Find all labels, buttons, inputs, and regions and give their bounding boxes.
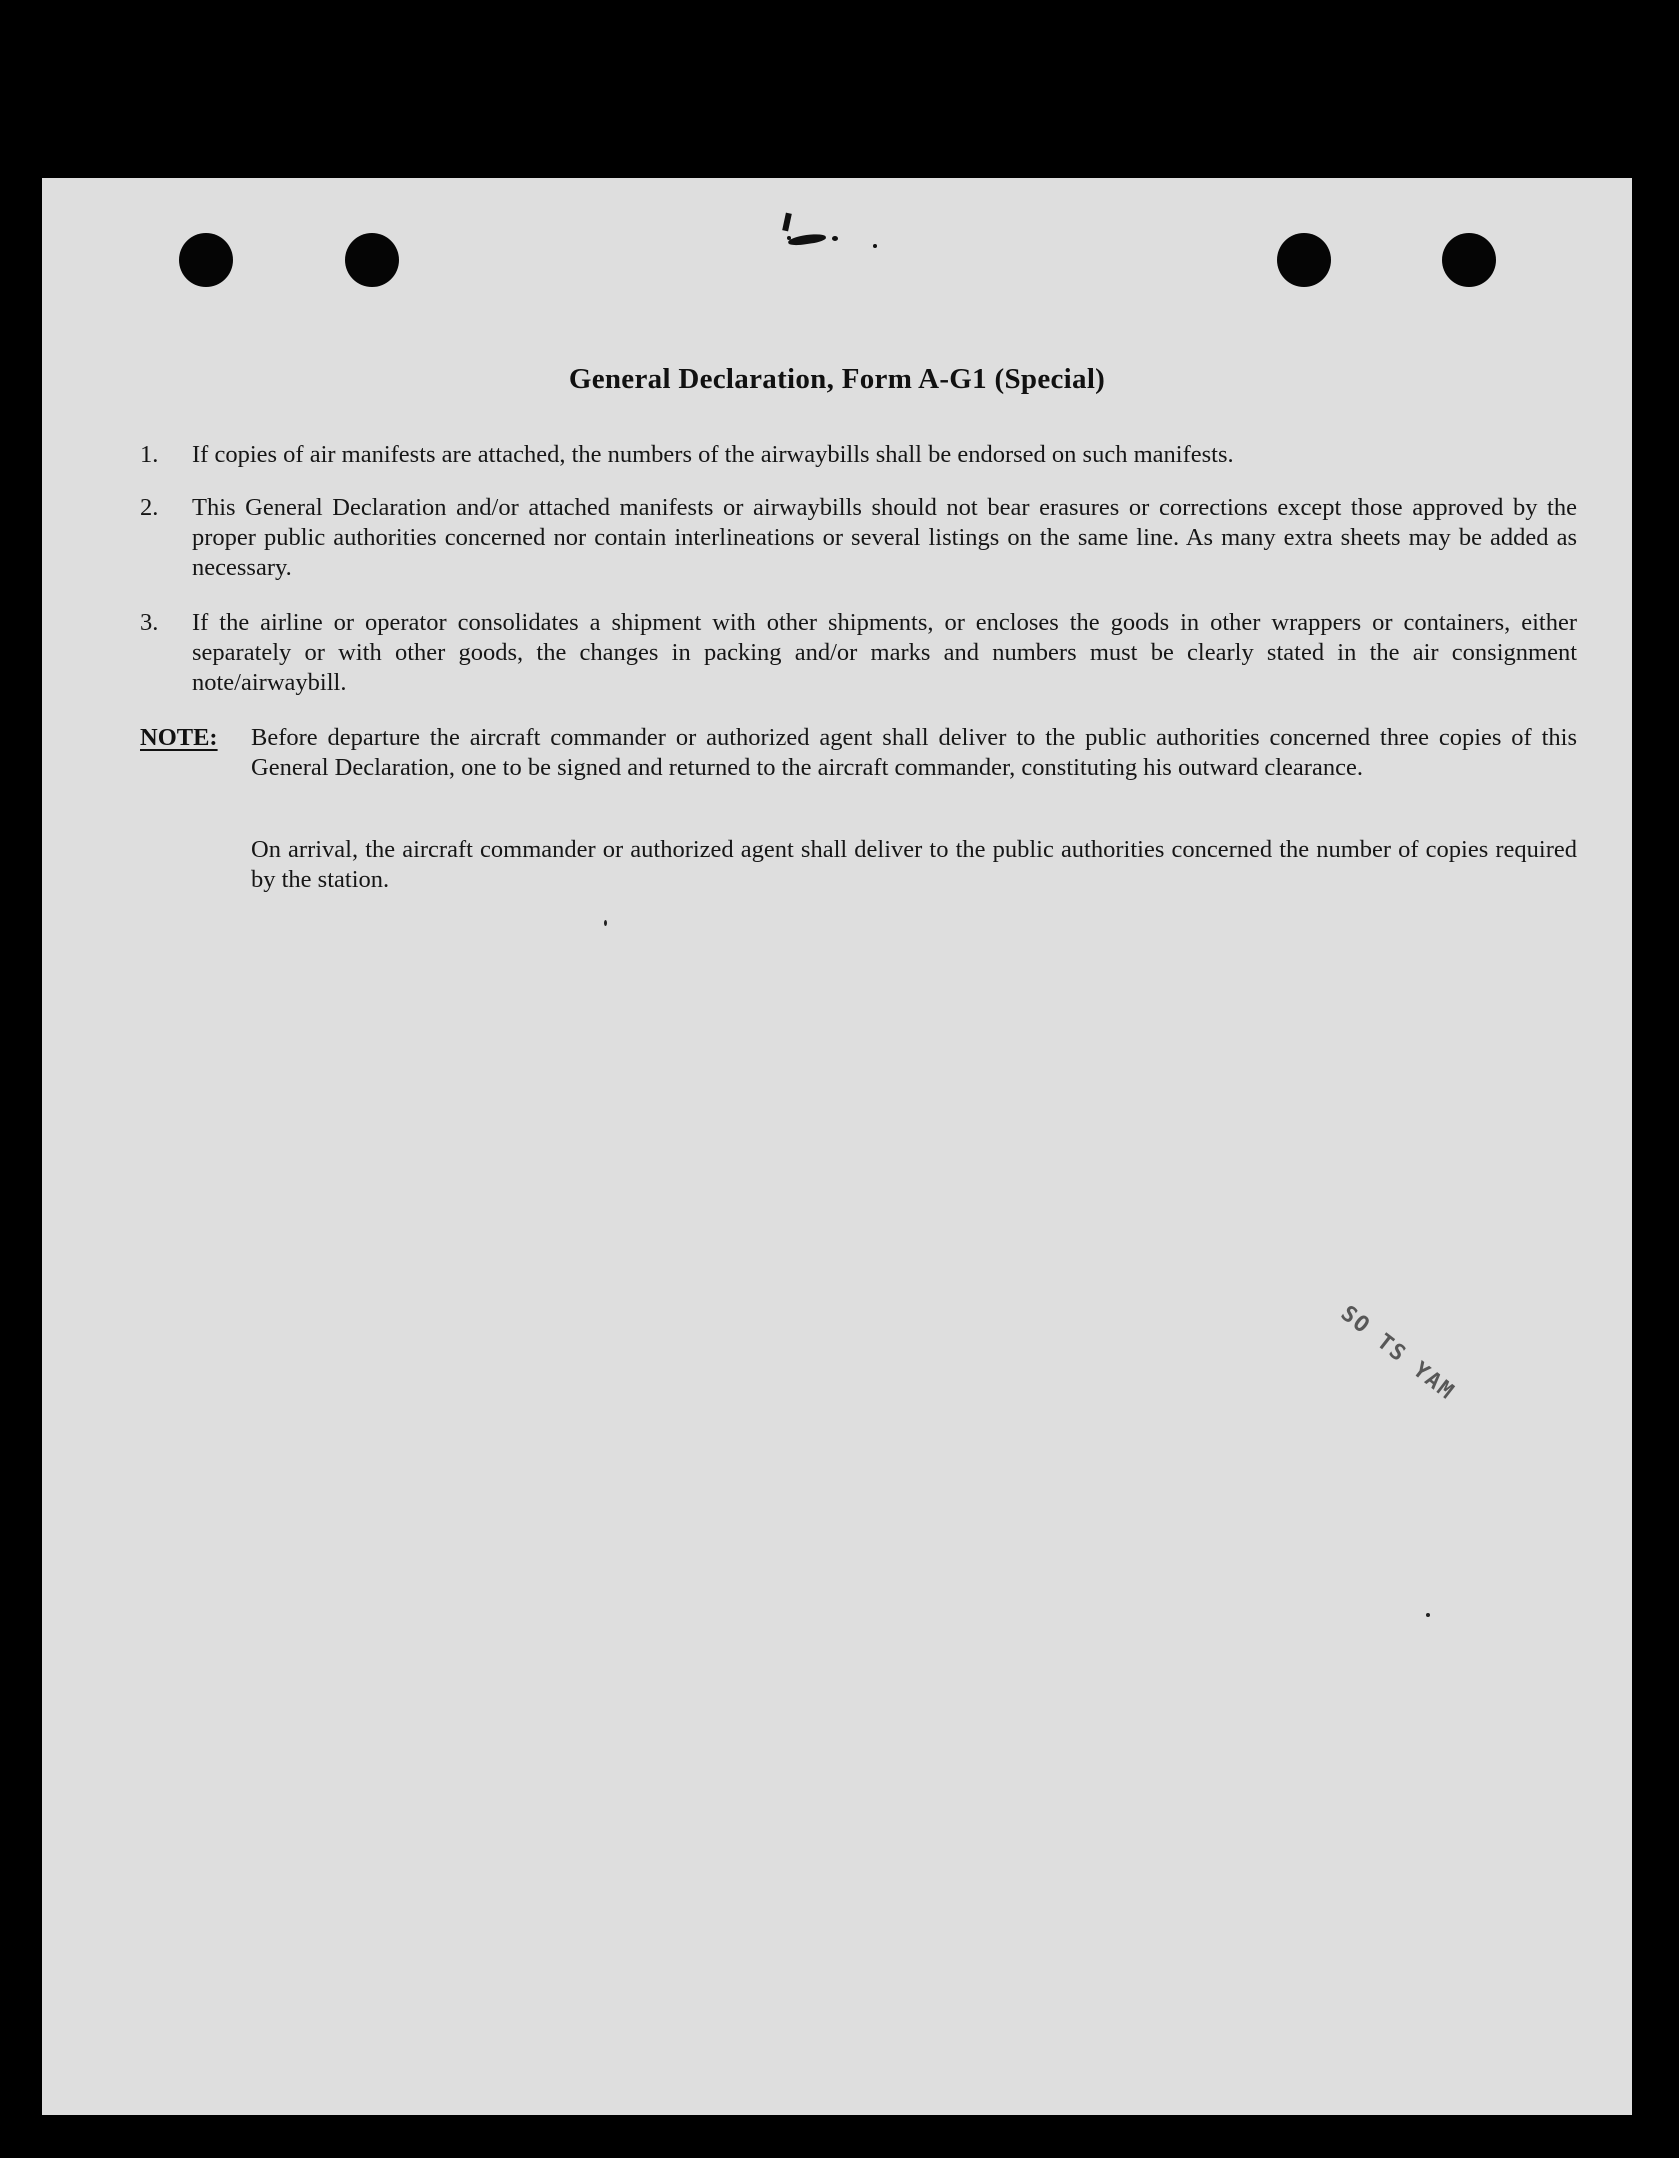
ink-mark — [788, 232, 827, 246]
note-paragraph: On arrival, the aircraft commander or authorized agent shall deliver to the public authorities concerned the number of copies required by the station. — [251, 836, 1577, 893]
list-item — [140, 608, 1577, 698]
document-page — [42, 178, 1632, 2115]
item-text: If the airline or operator consolidates a shipment with other shipments, or encloses the goods in other wrappers or containers, either separately or with other goods, the changes in packing and/or marks and numbers must be clearly stated in the air consignment note/airwaybill. — [192, 609, 1577, 696]
item-text: If copies of air manifests are attached, the numbers of the airwaybills shall be endorsed on such manifests. — [192, 441, 1234, 468]
speck — [1426, 1613, 1430, 1617]
speck — [604, 920, 607, 926]
ink-mark — [873, 244, 877, 248]
item-number: 3. — [140, 609, 159, 636]
list-item — [140, 440, 1577, 470]
punch-hole — [1442, 233, 1496, 287]
punch-hole — [345, 233, 399, 287]
punch-hole — [179, 233, 233, 287]
item-number: 1. — [140, 441, 159, 468]
ink-mark — [832, 236, 838, 241]
punch-hole — [1277, 233, 1331, 287]
item-number: 2. — [140, 494, 159, 521]
note-paragraph: Before departure the aircraft commander or authorized agent shall deliver to the public authorities concerned three copies of this General Declaration, one to be signed and returned to the aircraft commander, constituting his outward clearance. — [251, 724, 1577, 781]
document-title: General Declaration, Form A-G1 (Special) — [568, 363, 1106, 395]
item-text: This General Declaration and/or attached manifests or airwaybills should not bear erasures or corrections except those approved by the proper public authorities concerned nor contain interlineations or several listings on the same line. As many extra sheets may be added as necessary. — [192, 494, 1577, 581]
list-item — [140, 493, 1577, 583]
ink-mark — [782, 213, 792, 232]
date-stamp: SO TS YAM — [1335, 1301, 1460, 1406]
note-label: NOTE: — [140, 724, 218, 751]
